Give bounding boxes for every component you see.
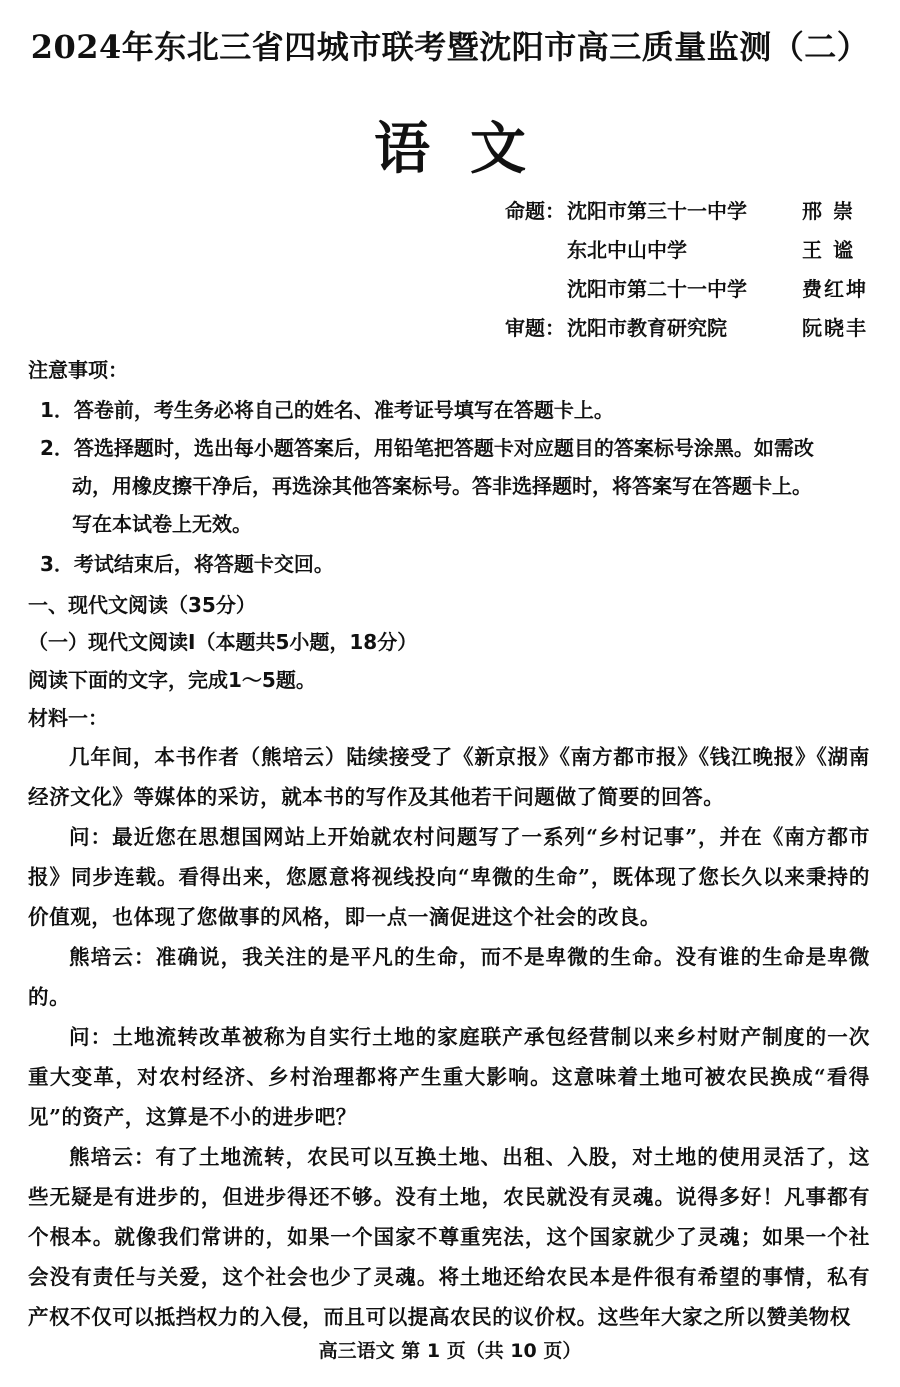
notice-heading: 注意事项：: [28, 358, 128, 382]
material-label: 材料一：: [28, 706, 108, 730]
passage-paragraph: 几年间，本书作者（熊培云）陆续接受了《新京报》《南方都市报》《钱江晚报》《湖南经济文化》等媒体的采访，就本书的写作及其他若干问题做了简要的回答。: [28, 745, 870, 809]
credit-name: 王 谧: [802, 238, 855, 262]
credit-name: 费红坤: [802, 277, 868, 301]
credit-org: 东北中山中学: [567, 238, 687, 262]
notice-item: 2．答选择题时，选出每小题答案后，用铅笔把答题卡对应题目的答案标号涂黑。如需改: [40, 436, 814, 460]
credit-name: 阮晓丰: [802, 316, 868, 340]
credit-role: 命题：: [505, 199, 565, 223]
notice-item: 1．答卷前，考生务必将自己的姓名、准考证号填写在答题卡上。: [40, 398, 614, 422]
notice-item: 动，用橡皮擦干净后，再选涂其他答案标号。答非选择题时，将答案写在答题卡上。: [72, 474, 812, 498]
passage-paragraph: 问：土地流转改革被称为自实行土地的家庭联产承包经营制以来乡村财产制度的一次重大变革，对农村经济、乡村治理都将产生重大影响。这意味着土地可被农民换成“看得见”的资产，这算是不小的进步吧？: [28, 1025, 870, 1129]
exam-title: 2024年东北三省四城市联考暨沈阳市高三质量监测（二）: [30, 28, 870, 66]
credit-org: 沈阳市第三十一中学: [567, 199, 747, 223]
credit-name: 邢 崇: [802, 199, 855, 223]
subject-title: 语文: [374, 116, 566, 182]
notice-item: 3．考试结束后，将答题卡交回。: [40, 552, 334, 576]
credit-org: 沈阳市第二十一中学: [567, 277, 747, 301]
reading-instruction: 阅读下面的文字，完成1～5题。: [28, 668, 316, 692]
section-heading: 一、现代文阅读（35分）: [28, 593, 256, 617]
notice-item: 写在本试卷上无效。: [72, 512, 252, 536]
passage-paragraph: 问：最近您在思想国网站上开始就农村问题写了一系列“乡村记事”，并在《南方都市报》同步连载。看得出来，您愿意将视线投向“卑微的生命”，既体现了您长久以来秉持的价值观，也体现了您做事的风格，即一点一滴促进这个社会的改良。: [28, 825, 870, 929]
passage-paragraph: 熊培云：准确说，我关注的是平凡的生命，而不是卑微的生命。没有谁的生命是卑微的。: [28, 945, 870, 1009]
page-footer: 高三语文 第 1 页（共 10 页）: [318, 1340, 582, 1362]
passage-paragraph: 熊培云：有了土地流转，农民可以互换土地、出租、入股，对土地的使用灵活了，这些无疑是有进步的，但进步得还不够。没有土地，农民就没有灵魂。说得多好！凡事都有个根本。就像我们常讲的，如果一个国家不尊重宪法，这个国家就少了灵魂；如果一个社会没有责任与关爱，这个社会也少了灵魂。将土地还给农民本是件很有希望的事情，私有产权不仅可以抵挡权力的入侵，而且可以提高农民的议价权。这些年大家之所以赞美物权: [28, 1145, 870, 1329]
credit-role: 审题：: [505, 316, 565, 340]
section-subheading: （一）现代文阅读Ⅰ（本题共5小题，18分）: [28, 630, 418, 654]
credit-org: 沈阳市教育研究院: [567, 316, 727, 340]
